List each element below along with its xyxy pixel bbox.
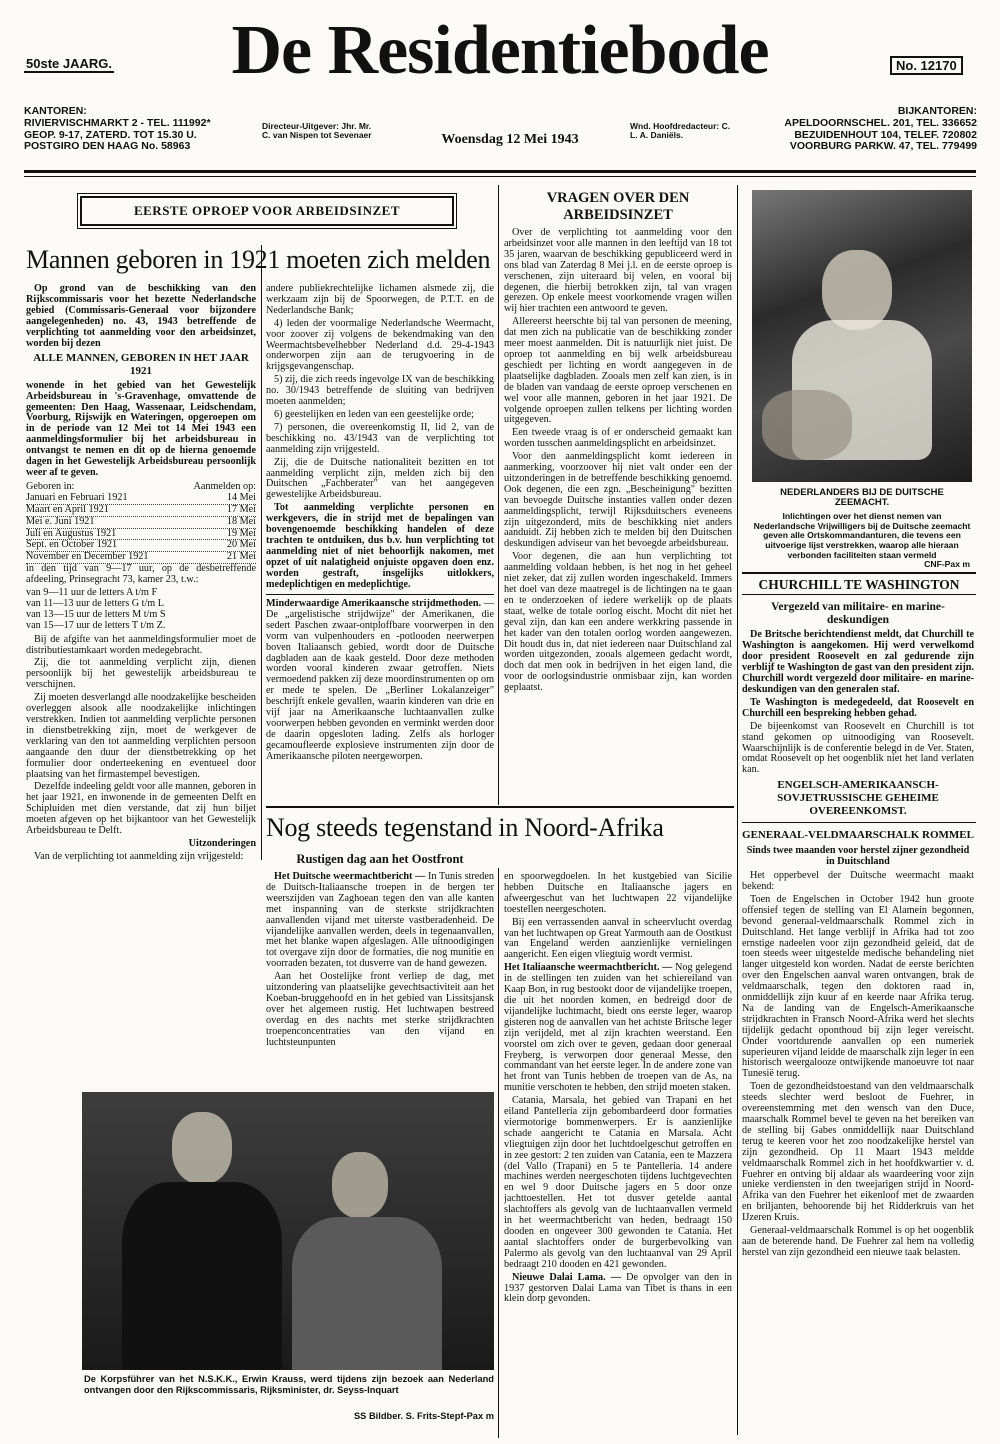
- noordafrika-paragraph: Catania, Marsala, het gebied van Trapani en het eiland Pantelleria zijn gebombardeerd door formaties viermotorige bommenwerpers. Er is aanzienlijke schade aangericht te Catania en Marsala. Acht vliegtuigen zijn door het luchtdoelgeschut getroffen en in zee gestort: 2 ten zuiden van Catania, een te Mazzera (del Vallo (Trapani) en 5 te Pantelleria. 14 andere machines werden neergeschoten tijdens luchtgevechten en wel 9 door Duitsche jagers en 5 door onze jachttoestellen. Het tot dusver getelde aantal slachtoffers als gevolg van de luchtaanvallen vermeld in het weermachtbericht van heden, bedraagt 150 dooden en ongeveer 300 gewonden te Catania. Het aantal slachtoffers onder de burgerbevolking van Palermo als gevolg van den luchtaanval van 29 April bedraagt 210 dooden en 421 gewonden.: [504, 1095, 732, 1270]
- office-line: RIVIERVISCHMARKT 2 - TEL. 111992*: [24, 116, 211, 129]
- schedule-header-right: Aanmelden op:: [193, 480, 256, 492]
- masthead-rule-bottom: [24, 176, 976, 177]
- editor: Wnd. Hoofdredacteur: C. L. A. Daniëls.: [630, 121, 731, 141]
- vragen-paragraph: Allereerst heerschte bij tal van personen de meening, dat men zich na publicatie van de beschikking zonder meer moest aanmelden. Dit is natuurlijk niet juist. De oproep tot aanmelding en bij welk arbeidsbureau geschiedt per lichting en wordt aangegeven in de plaatselijke dagbladen. Zooals men zelf kan zien, is in de bladen van vandaag de eerste oproep verschenen en wel voor alle mannen, geboren in het jaar 1921. De volgende oproepen zullen telkens per lichting worden uitgegeven.: [504, 316, 732, 426]
- section-rule: [742, 594, 976, 595]
- oproep-column-1: [26, 284, 256, 862]
- amerik-article: [266, 599, 494, 799]
- oproep-body: Tot aanmelding verplichte personen en werkgevers, die in strijd met de bepalingen van bovengenoemde beschikking handelen of deze trachten te ontduiken, dus b.v. hun verplichting tot aanmelding niet of niet behoorlijk nakomen, met opzet of uit nalatigheid onjuiste opgaven doen enz. worden gestraft, insgelijks uitlokkers, medeplichtigen en medeplichtige.: [266, 502, 494, 590]
- schedule-row: [26, 517, 256, 529]
- branch-line: VOORBURG PARKW. 47, TEL. 779499: [789, 140, 977, 153]
- oproep-body: Zij, die tot aanmelding verplicht zijn, dienen persoonlijk bij het gewestelijk arbeidsbureau te verschijnen.: [26, 657, 256, 691]
- section-rule: [266, 806, 734, 808]
- churchill-paragraph: De bijeenkomst van Roosevelt en Churchill is tot stand gekomen op uitnoodiging van Roosevelt. Waarschijnlijk is de conferentie belegd in de Ver. Staten, omdat Roosevelt op het oogenblik niet het land verlaten kan.: [742, 720, 974, 776]
- masthead-title: De Residentiebode: [231, 12, 769, 89]
- schedule-date: 21 Mei: [226, 551, 256, 563]
- office-line: GEOP. 9-17, ZATERD. TOT 15.30 U.: [24, 128, 197, 141]
- schedule-date: 20 Mei: [226, 539, 256, 551]
- dalai-lama-lead: Nieuwe Dalai Lama. —: [512, 1271, 621, 1283]
- noordafrika-headline: Nog steeds tegenstand in Noord-Afrika: [266, 813, 664, 842]
- schedule-row: [26, 493, 256, 505]
- schedule-header-left: Geboren in:: [26, 480, 75, 492]
- branches-title: BIJKANTOREN:: [897, 105, 977, 117]
- exceptions-title: Uitzonderingen: [188, 837, 256, 849]
- oproep-body: Zij, die de Duitsche nationaliteit bezitten en tot aanmelding verplicht zijn, melden zich bij den Duitschen „Fachberater" van het aangegeven gewestelijke Arbeidsbureau.: [266, 456, 494, 501]
- oproep-intro: Op grond van de beschikking van den Rijkscommissaris voor het bezette Nederlandsche gebied (Commissaris-Generaal voor bijzondere aangelegenheden) no. 43, 1943 betreffende de verplichting tot aanmelding voor den arbeidsinzet, worden bij dezen: [26, 284, 256, 349]
- vragen-headline: VRAGEN OVER DEN ARBEIDSINZET: [546, 190, 690, 223]
- churchill-subhead: Vergezeld van militaire- en marine-deskundigen: [771, 601, 945, 627]
- schedule-row: [26, 505, 256, 517]
- offices-block: [24, 106, 264, 153]
- oproep-body: 5) zij, die zich reeds ingevolge IX van de beschikking no. 30/1943 betreffende de sluiting van bedrijven moeten aanmelden;: [266, 374, 494, 408]
- oproep-headline: Mannen geboren in 1921 moeten zich melden: [26, 245, 491, 274]
- schedule-date: 17 Mei: [226, 503, 256, 515]
- noordafrika-text: In Tunis streden de Duitsch-Italiaansche troepen in de bergen ter weerszijden van Zaghoean tegen den van alle kanten met inspanning van de sterkste strijdkrachten aanvallenden vijand met uiterste vastberadenheid. De vijandelijke aanvallen werden, deels in tegenaanvallen, met het blanke wapen afgeslagen. Alle uitnoodigingen tot overgave zijn door de formaties, die nog munitie en voorraden bezaten, tot dusverre van de hand gewezen.: [266, 872, 494, 970]
- schedule-born: Sept. en October 1921: [26, 539, 118, 551]
- noordafrika-lead-2: Het Italiaansche weermachtbericht. —: [504, 962, 673, 974]
- krauss-photo: [82, 1092, 494, 1370]
- rommel-paragraph: Het opperbevel der Duitsche weermacht maakt bekend:: [742, 870, 974, 892]
- noordafrika-column-1: [266, 872, 494, 1084]
- oproep-body: Bij de afgifte van het aanmeldingsformulier moet de distributiestamkaart worden medegebracht.: [26, 633, 256, 656]
- schedule-born: November en December 1921: [26, 551, 149, 563]
- schedule-table: [26, 493, 256, 564]
- navy-photo-caption: Inlichtingen over het dienst nemen van Nederlandsche Vrijwilligers bij de Duitsche zeemacht geven alle Ortskommandanturen, die tevens een uitvoerige lijst verstrekken, waarop alle hieraan verbonden faciliteiten staan vermeld: [753, 511, 971, 560]
- oproep-column-2: [266, 284, 494, 590]
- schedule-born: Juli en Augustus 1921: [26, 527, 117, 539]
- vragen-paragraph: Over de verplichting tot aanmelding voor den arbeidsinzet voor alle mannen in den leeftijd van 18 tot 35 jaren, waarvan de beschikking gepubliceerd werd in ons blad van Zaterdag 8 Mei j.l. en de eerste oproep is verschenen, zijn uiteraard bij velen, en vooral bij degenen, die hierbij betrokken zijn, tal van vragen gerezen. Op enkele meest voorkomende vragen willen wij hier trachten een antwoord te geven.: [504, 228, 732, 315]
- oproep-body: 4) leden der voormalige Nederlandsche Weermacht, voor zoover zij volgens de bekendmaking van den Weermachtsbevelhebber Nederland d.d. 29-4-1943 onderworpen zijn aan de terugvoering in de krijgsgevangenschap.: [266, 317, 494, 373]
- oproep-body: 7) personen, die overeenkomstig II, lid 2, van de beschikking no. 43/1943 van de verplichting tot aanmelding zijn vrijgesteld.: [266, 421, 494, 455]
- vragen-paragraph: Een tweede vraag is of er onderscheid gemaakt kan worden tusschen aanmeldingsplicht en arbeidsinzet.: [504, 427, 732, 450]
- office-line: POSTGIRO DEN HAAG No. 58963: [24, 140, 191, 153]
- schedule-born: Maart en April 1921: [26, 503, 109, 515]
- oproep-body: andere publiekrechtelijke lichamen alsmede zij, die werkzaam zijn bij de Spoorwegen, de P.T.T. en de Nederlandsche Bank;: [266, 284, 494, 316]
- vragen-paragraph: Voor den aanmeldingsplicht komt iedereen in aanmerking, voorzoover hij niet valt onder een der uitzonderingen in de betreffende beschikking genoemd. Ook degenen, die een zgn. „Bescheinigung" bezitten van bevoegde Duitsche instanties vallen onder dezen aanmeldingsplicht, terwijl Rijksduitschers eveneens zijn uitgezonderd, mits de beschikking niet anders aanduidt. Zij hebben zich te melden bij den Duitschen deskundigen adviseur van het bevoegde arbeidsbureau.: [504, 451, 732, 550]
- schedule-date: 19 Mei: [226, 527, 256, 539]
- rommel-article: [742, 826, 974, 1434]
- navy-volunteer-photo: [752, 190, 972, 482]
- oproep-body: Zij moeten desverlangd alle noodzakelijke bescheiden overleggen alsook alle noodzakelijke inlichtingen verstrekken. Indien tot aanmelding verplichte personen in dienstbetrekking zijn, moet de werkgever de verklaring van den tot aanmelding verplichten persoon aangaande den duur der dienstbetrekking op het formulier door onderteekening en eventueel door plaatsing van het firmastempel bevestigen.: [26, 692, 256, 780]
- oproep-times-intro: in den tijd van 9—17 uur, op de desbetreffende afdeeling, Prinsegracht 73, kamer 23, t.w.:: [26, 563, 256, 586]
- oproep-body: Van de verplichting tot aanmelding zijn vrijgesteld:: [34, 850, 244, 862]
- rommel-headline: GENERAAL-VELDMAARSCHALK ROMMEL: [742, 829, 974, 841]
- amerik-lead: Minderwaardige Amerikaansche strijdmethoden.: [266, 599, 482, 609]
- schedule-born: Mei e. Juni 1921: [26, 515, 95, 527]
- schedule-date: 14 Mei: [226, 491, 256, 503]
- schedule-born: Januari en Februari 1921: [26, 491, 128, 503]
- krauss-photo-credit: SS Bildber. S. Frits-Stepf-Pax m: [353, 1411, 494, 1421]
- oproep-body: wonende in het gebied van het Gewestelijk Arbeidsbureau in 's-Gravenhage, omvattende de gemeenten: Den Haag, Wassenaar, Leidschendam, Voorburg, Rijswijk en Wateringen, opgeroepen om in de periode van 12 Mei tot 14 Mei 1943 een aanmeldingsformulier bij het arbeidsbureau in ontvangst te nemen en dit op de hierna genoemde dagen in het Gewestelijk Arbeidsbureau persoonlijk weer af te geven.: [26, 379, 256, 478]
- section-rule: [266, 594, 494, 595]
- masthead-rule-top: [24, 170, 976, 173]
- oproep-subhead: ALLE MANNEN, GEBOREN IN HET JAAR 1921: [33, 352, 249, 378]
- section-rule: [742, 572, 976, 574]
- year-box: 50ste JAARG.: [26, 56, 112, 71]
- time-slot: van 9—11 uur de letters A t/m F: [26, 587, 158, 599]
- section-rule: [742, 822, 976, 823]
- oproep-box-title: EERSTE OPROEP VOOR ARBEIDSINZET: [80, 196, 454, 226]
- rommel-paragraph: Toen de gezondheidstoestand van den veldmaarschalk steeds slechter werd besloot de Fuehrer, in overeenstemming met den wensch van den Duce, maarschalk Rommel bevel te geven na het bereiken van de stelling bij Gabes onmiddellijk naar Duitschland terug te keeren voor het zoo noodzakelijke herstel van zijn gezondheid. Op 11 Maart 1943 meldde veldmaarschalk Rommel zich in het hoofdkwartier v. d. Fuehrer en ontving bij aldaar als waardeering voor zijn unieke verdiensten in den tweejarigen strijd in Noord-Afrika van den Fuehrer het eikenloof met de zwaarden en briljanten, behoorende bij het Ridderkruis van het IJzeren Kruis.: [742, 1081, 974, 1224]
- noordafrika-subhead: Rustigen dag aan het Oostfront: [296, 852, 464, 866]
- krauss-photo-caption: De Korpsführer van het N.S.K.K., Erwin Krauss, werd tijdens zijn bezoek aan Nederland ontvangen door den Rijkscommissaris, Rijksminister, dr. Seyss-Inquart: [84, 1374, 494, 1395]
- rommel-subhead: Sinds twee maanden voor herstel zijner gezondheid in Duitschland: [746, 844, 970, 868]
- noordafrika-text: Nog gelegend in de stellingen ten zuiden van het schiereiland van Kaap Bon, in rug bestookt door de vijandelijke troepen, die uit het noorden komen, en bedreigd door de vijandelijke luchtmacht, biedt ons eerste leger, waarop gisteren nog de aanvallen van het achtste Britsche leger zijn verijdeld, met al zijn krachten weerstand. Een voorstel om zich over te geven, gedaan door generaal Freyberg, is verworpen door generaal Messe, den commandant van het eerste leger. In de andere zone van het front van Tunis hebben de troepen van de As, na munitie verschoten te hebben, den strijd moeten staken.: [504, 962, 732, 1094]
- churchill-body: [742, 598, 974, 818]
- column-divider: [498, 868, 499, 1438]
- navy-photo-credit: CNF-Pax m: [924, 559, 970, 569]
- column-divider: [261, 245, 262, 860]
- column-divider: [737, 185, 738, 1435]
- oproep-body: Dezelfde indeeling geldt voor alle mannen, geboren in het jaar 1921, en inwonende in de gemeenten Delft en Schipluiden met dien verstande, dat zij hun biljet moeten afgeven op het bijkantoor van het Gewestelijk Arbeidsbureau te Delft.: [26, 781, 256, 837]
- oproep-body: 6) geestelijken en leden van een geestelijke orde;: [274, 408, 474, 420]
- rommel-paragraph: Generaal-veldmaarschalk Rommel is op het oogenblik aan de beterende hand. De Fuehrer zal hem na volledig herstel van zijn gezondheid een nieuwe taak belasten.: [742, 1225, 974, 1258]
- churchill-subhead-2: ENGELSCH-AMERIKAANSCH-SOVJETRUSSISCHE GEHEIME OVEREENKOMST.: [777, 779, 939, 817]
- noordafrika-paragraph: Bij een verrassenden aanval in scheervlucht overdag van het luchtwapen op Great Yarmouth aan de Oostkust van Engeland werden aanzienlijke vernielingen aangericht. Een eigen vliegtuig wordt vermist.: [504, 916, 732, 961]
- churchill-paragraph: De Britsche berichtendienst meldt, dat Churchill te Washington is aangekomen. Hij werd verwelkomd door president Roosevelt en zal gedurende zijn verblijf te Washington de gast van den president zijn. Churchill wordt vergezeld door militaire- en marine-deskundigen van den generalen staf.: [742, 629, 974, 695]
- dalai-lama-text: De opvolger van den in 1937 gestorven Dalai Lama van Tibet is thans in een klein dorp gevonden.: [504, 1271, 732, 1305]
- navy-photo-caption-title: NEDERLANDERS BIJ DE DUITSCHE ZEEMACHT.: [780, 487, 944, 509]
- churchill-paragraph: Te Washington is medegedeeld, dat Roosevelt en Churchill een bespreking hebben gehad.: [742, 696, 974, 719]
- branch-line: BEZUIDENHOUT 104, TELEF. 720802: [794, 128, 977, 141]
- offices-title: KANTOREN:: [24, 105, 87, 117]
- noordafrika-column-2: [504, 872, 732, 1434]
- column-divider: [498, 185, 499, 805]
- noordafrika-paragraph: Aan het Oostelijke front verliep de dag, met uitzondering van plaatselijke gevechtsactiviteit aan het Koeban-bruggehoofd en in het gebied van Lissitsjansk over het algemeen rustig. Het luchtwapen bestreed overdag en des nachts met sterke strijdkrachten troepenconcentraties van den vijand en luchtsteunpunten: [266, 971, 494, 1048]
- rommel-paragraph: Toen de Engelschen in October 1942 hun groote offensief tegen de stelling van El Alamein begonnen, bevond generaal-veldmaarschalk Rommel zich in Duitschland. Het lange verblijf in Afrika had tot zoo ernstige nadeelen voor zijn gezondheid geleid, dat de toen steeds weer uitgestelde medische behandeling niet langer uitgesteld kon worden. Nadat de eerste berichten over den Engelschen aanval waren ontvangen, brak de veldmaarschalk, tegen den doktoren raad in, onmiddellijk zijn kuur af en keerde naar Afrika terug. Na de landing van de Engelsch-Amerikaansche strijdkrachten in Fransch Noord-Afrika werd het slechts tijdelijk gedacht oponthoud bij zijn leger vereischt. Onder voortdurende aanvallen op een numeriek superieuren vijand leidde de maarschalk zijn leger in een historisch weergalooze ontwijkende manoeuvre tot naar Tunesië terug.: [742, 893, 974, 1080]
- vragen-paragraph: Voor degenen, die aan hun verplichting tot aanmelding voldaan hebben, is het nog in het geheel niet zeker, dat zij zullen worden ingeschakeld. Immers het doel van deze maatregel is de lichtingen na te gaan en te onderzoeken of iedere werkelijk op de plaats staat, welke de totale oorlog eischt. Mocht dit niet het geval zijn, dan kan een andere werkkring passende in het kader van den totalen oorlog worden aangewezen. Dit houdt dus in, dat niet iedereen naar Duitschland zal worden uitgezonden, zooals algemeen gedacht wordt, doch dat men ook in bedrijven in het eigen land, die voor de oorlogsindustrie onmisbaar zijn, kan worden geplaatst.: [504, 551, 732, 694]
- issue-date: Woensdag 12 Mei 1943: [441, 132, 579, 147]
- churchill-headline: CHURCHILL TE WASHINGTON: [758, 577, 960, 592]
- time-slot: van 15—17 uur de letters T t/m Z.: [26, 619, 166, 631]
- director: Directeur-Uitgever: Jhr. Mr. C. van Nispen tot Sevenaer: [262, 121, 372, 141]
- schedule-date: 18 Mei: [226, 515, 256, 527]
- vragen-body: [504, 228, 732, 804]
- noordafrika-paragraph: en spoorwegdoelen. In het kustgebied van Sicilie hebben Duitsche en Italiaansche jagers en afweergeschut van het luchtwapen 22 vijandelijke toestellen neergeschoten.: [504, 872, 732, 915]
- amerik-text: — De „argelistische strijdwijze" der Amerikanen, die sedert Paschen zwaar-ontploffbare voorwerpen in den vorm van vulpenhouders en -potlooden neerwerpen boven Italiaansch gebied, wordt door de Duitsche dagbladen aan de kaak gesteld. Door deze methoden worden vooral kinderen zwaar getroffen. Niets vermoedend pakken zij deze moordinstrumenten op om er mede te spelen. De „Berliner Lokalanzeiger" beschrijft enkele gevallen, waarin kinderen van drie en vijf jaar na Amerikaansche luchtaanvallen zulke voorwerpen hebben gevonden en verminkt werden door de daarin opgesloten lading. Zelfs als horloger gecamoufleerde explosieve instrumenten zijn door de Amerikaansche piloten neergeworpen.: [266, 599, 494, 762]
- branches-block: [737, 106, 977, 153]
- noordafrika-lead: Het Duitsche weermachtbericht —: [274, 872, 426, 882]
- time-slot: van 11—13 uur de letters G t/m L: [26, 597, 164, 609]
- issue-number: No. 12170: [890, 56, 963, 75]
- time-slot: van 13—15 uur de letters M t/m S: [26, 608, 166, 620]
- oproep-times: [26, 588, 256, 632]
- branch-line: APELDOORNSCHEL. 201, TEL. 336652: [784, 116, 977, 129]
